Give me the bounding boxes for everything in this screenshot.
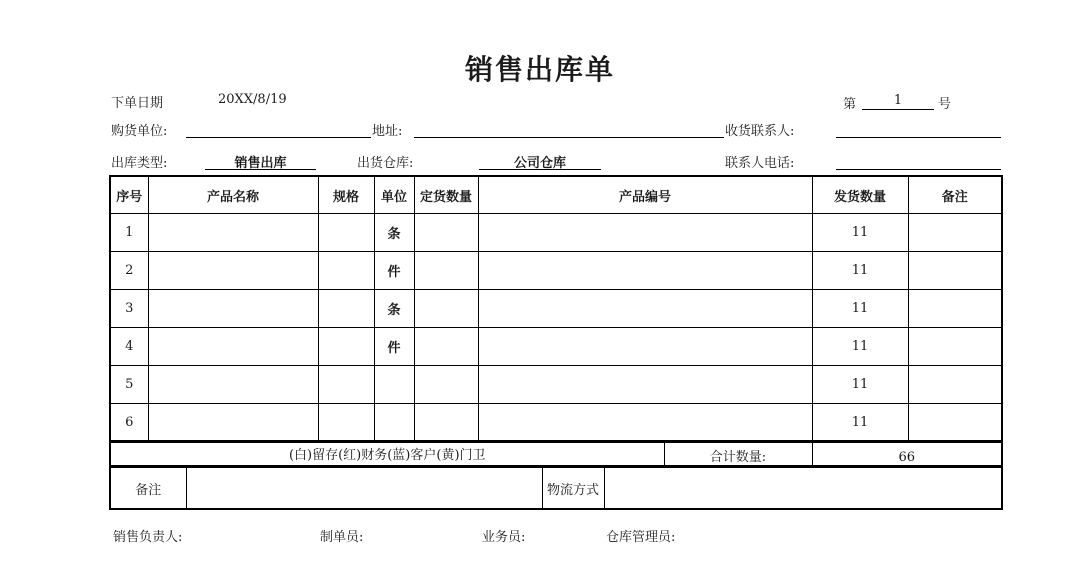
logistics-field[interactable]: [604, 467, 1002, 509]
logistics-label: 物流方式: [542, 467, 604, 509]
salesperson-label: 业务员:: [482, 530, 526, 545]
copies-note: (白)留存(红)财务(蓝)客户(黄)门卫: [110, 441, 664, 466]
cell-spec[interactable]: [318, 214, 374, 252]
cell-ship-qty[interactable]: 11: [812, 328, 908, 366]
col-header-unit: 单位: [374, 176, 414, 214]
total-value: 66: [812, 441, 1002, 466]
col-header-remark: 备注: [908, 176, 1002, 214]
col-header-name: 产品名称: [148, 176, 318, 214]
table-row: [110, 404, 1002, 443]
cell-order-qty[interactable]: [414, 404, 478, 443]
contact-phone-underline: [836, 169, 1001, 170]
summary-row: [110, 441, 1002, 466]
table-row: [110, 366, 1002, 404]
table-row: [110, 290, 1002, 328]
cell-remark[interactable]: [908, 214, 1002, 252]
remark-logistics-table: [109, 466, 1003, 510]
out-type-label: 出库类型:: [111, 156, 168, 171]
page-prefix: 第: [843, 97, 857, 112]
maker-label: 制单员:: [320, 530, 364, 545]
cell-remark[interactable]: [908, 404, 1002, 443]
items-table: [109, 175, 1003, 443]
cell-order-qty[interactable]: [414, 366, 478, 404]
table-header-row: [110, 176, 1002, 214]
remark-label: 备注: [110, 467, 186, 509]
remark-field[interactable]: [186, 467, 542, 509]
cell-code[interactable]: [478, 328, 812, 366]
cell-code[interactable]: [478, 366, 812, 404]
cell-unit[interactable]: 条: [374, 214, 414, 252]
cell-unit[interactable]: 条: [374, 290, 414, 328]
col-header-code: 产品编号: [478, 176, 812, 214]
col-header-ship-qty: 发货数量: [812, 176, 908, 214]
table-row: [110, 214, 1002, 252]
cell-remark[interactable]: [908, 252, 1002, 290]
cell-name[interactable]: [148, 404, 318, 443]
summary-table: [109, 440, 1003, 466]
cell-order-qty[interactable]: [414, 252, 478, 290]
cell-unit[interactable]: 件: [374, 252, 414, 290]
cell-code[interactable]: [478, 404, 812, 443]
document-title: 销售出库单: [464, 53, 615, 86]
cell-name[interactable]: [148, 252, 318, 290]
warehouse-label: 出货仓库:: [357, 156, 414, 171]
receiver-contact-underline: [836, 137, 1001, 138]
cell-no: 4: [110, 328, 148, 366]
cell-unit[interactable]: 件: [374, 328, 414, 366]
cell-spec[interactable]: [318, 252, 374, 290]
cell-ship-qty[interactable]: 11: [812, 290, 908, 328]
cell-remark[interactable]: [908, 366, 1002, 404]
warehouse-manager-label: 仓库管理员:: [606, 530, 676, 545]
receiver-contact-label: 收货联系人:: [725, 124, 795, 139]
col-header-no: 序号: [110, 176, 148, 214]
buyer-label: 购货单位:: [111, 124, 168, 139]
address-label: 地址:: [372, 124, 403, 139]
cell-remark[interactable]: [908, 328, 1002, 366]
cell-spec[interactable]: [318, 366, 374, 404]
cell-name[interactable]: [148, 290, 318, 328]
cell-spec[interactable]: [318, 328, 374, 366]
cell-name[interactable]: [148, 366, 318, 404]
cell-ship-qty[interactable]: 11: [812, 404, 908, 443]
cell-ship-qty[interactable]: 11: [812, 214, 908, 252]
table-row: [110, 328, 1002, 366]
cell-no: 3: [110, 290, 148, 328]
contact-phone-label: 联系人电话:: [725, 156, 795, 171]
page-number-underline: [862, 109, 934, 110]
table-row: [110, 252, 1002, 290]
col-header-order-qty: 定货数量: [414, 176, 478, 214]
cell-no: 1: [110, 214, 148, 252]
cell-spec[interactable]: [318, 404, 374, 443]
address-underline: [414, 137, 724, 138]
cell-spec[interactable]: [318, 290, 374, 328]
cell-no: 2: [110, 252, 148, 290]
order-date-label: 下单日期: [111, 96, 164, 111]
col-header-spec: 规格: [318, 176, 374, 214]
cell-order-qty[interactable]: [414, 214, 478, 252]
cell-unit[interactable]: [374, 366, 414, 404]
remark-logistics-row: [110, 467, 1002, 509]
cell-unit[interactable]: [374, 404, 414, 443]
total-label: 合计数量:: [664, 441, 812, 466]
out-type-underline: [205, 169, 316, 170]
cell-code[interactable]: [478, 214, 812, 252]
cell-no: 5: [110, 366, 148, 404]
out-type-value[interactable]: 销售出库: [234, 156, 287, 171]
sales-manager-label: 销售负责人:: [113, 530, 183, 545]
page-number[interactable]: 1: [893, 93, 903, 108]
cell-code[interactable]: [478, 252, 812, 290]
buyer-underline: [186, 137, 371, 138]
cell-order-qty[interactable]: [414, 328, 478, 366]
cell-ship-qty[interactable]: 11: [812, 252, 908, 290]
warehouse-underline: [479, 169, 601, 170]
warehouse-value[interactable]: 公司仓库: [513, 156, 566, 171]
cell-remark[interactable]: [908, 290, 1002, 328]
cell-order-qty[interactable]: [414, 290, 478, 328]
cell-name[interactable]: [148, 328, 318, 366]
cell-code[interactable]: [478, 290, 812, 328]
cell-ship-qty[interactable]: 11: [812, 366, 908, 404]
cell-no: 6: [110, 404, 148, 443]
page-suffix: 号: [938, 97, 952, 112]
order-date-value[interactable]: 20XX/8/19: [218, 92, 287, 107]
cell-name[interactable]: [148, 214, 318, 252]
